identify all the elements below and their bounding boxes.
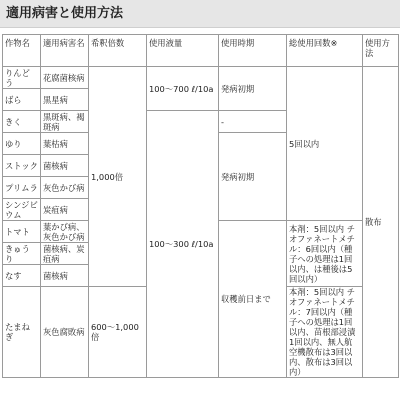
crop-cell: プリムラ [3,177,41,199]
total-uses-cell: 本剤：5回以内 チオファネートメチル：7回以内（種子への処理は1回以内、苗根部浸漬1回以内、無人航空機散布は3回以内、散布は3回以内） [287,287,363,378]
timing-cell: 発病初期 [219,133,287,221]
crop-cell: たまねぎ [3,287,41,378]
timing-cell: 収穫前日まで [219,221,287,378]
header-dilution: 希釈倍数 [89,35,147,67]
crop-cell: ゆり [3,133,41,155]
dilution-cell: 1,000倍 [89,67,147,287]
crop-cell: ばら [3,89,41,111]
crop-cell: なす [3,265,41,287]
table-row [3,67,399,89]
disease-cell: 灰色腐敗病 [41,287,89,378]
page-title: 適用病害と使用方法 [0,0,400,28]
crop-cell: ストック [3,155,41,177]
total-uses-cell: 本剤：5回以内 チオファネートメチル：6回以内（種子への処理は1回以内、は種後は5回以内） [287,221,363,287]
usage-table [2,34,399,378]
header-volume: 使用液量 [147,35,219,67]
header-disease: 適用病害名 [41,35,89,67]
disease-cell: 葉枯病 [41,133,89,155]
header-timing: 使用時期 [219,35,287,67]
total-uses-cell: 5回以内 [287,67,363,221]
disease-cell: 炭疽病 [41,199,89,221]
header-total-uses: 総使用回数※ [287,35,363,67]
disease-cell: 菌核病、炭疽病 [41,243,89,265]
dilution-cell: 600～1,000倍 [89,287,147,378]
timing-cell: 発病初期 [219,67,287,111]
crop-cell: りんどう [3,67,41,89]
volume-cell: 100～700 ℓ/10a [147,67,219,111]
header-method: 使用方法 [363,35,399,67]
disease-cell: 黒斑病、褐斑病 [41,111,89,133]
method-cell: 散布 [363,67,399,378]
disease-cell: 菌核病 [41,155,89,177]
table-header-row [3,35,399,67]
crop-cell: きく [3,111,41,133]
disease-cell: 葉かび病、灰色かび病 [41,221,89,243]
disease-cell: 黒星病 [41,89,89,111]
disease-cell: 花腐菌核病 [41,67,89,89]
crop-cell: シンジビウム [3,199,41,221]
crop-cell: トマト [3,221,41,243]
volume-cell: 100～300 ℓ/10a [147,111,219,378]
timing-cell: - [219,111,287,133]
crop-cell: きゅうり [3,243,41,265]
header-crop: 作物名 [3,35,41,67]
disease-cell: 灰色かび病 [41,177,89,199]
disease-cell: 菌核病 [41,265,89,287]
